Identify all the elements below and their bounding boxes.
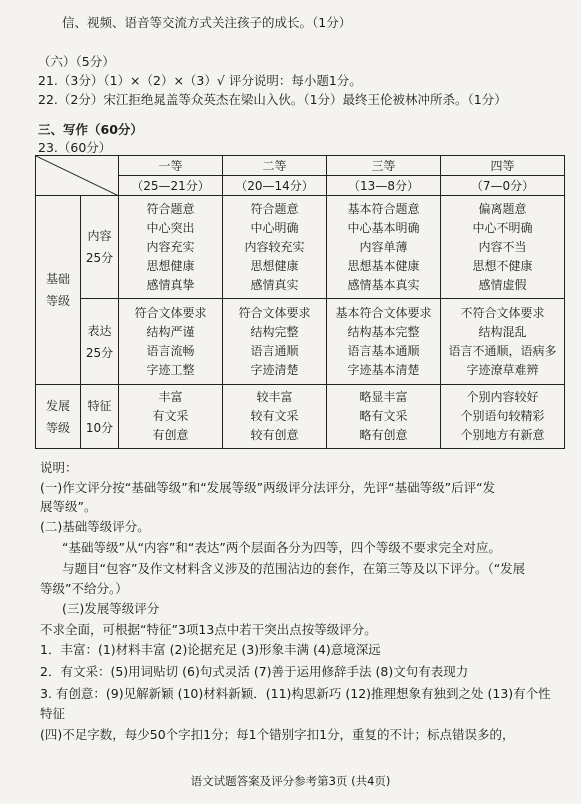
criterion: 思想健康	[250, 258, 299, 273]
feature-grade-4	[441, 385, 565, 449]
feature-grade-3	[327, 385, 441, 449]
criterion: 符合题意	[250, 201, 299, 216]
criterion: 有文采	[152, 409, 189, 423]
criterion: 感情真挚	[146, 277, 195, 292]
basic-level-label	[36, 196, 81, 385]
content-label	[81, 196, 119, 299]
criterion: 感情真实	[250, 277, 299, 292]
development-level-label-line: 发展	[45, 398, 70, 413]
grade-range-2: （20—14分）	[223, 176, 327, 196]
note-line: “基础等级”从“内容”和“表达”两个层面各分为四等，四个等级不要求完全对应。	[62, 540, 501, 555]
criterion: 结构基本完整	[347, 324, 420, 339]
criterion: 较丰富	[256, 390, 293, 404]
criterion: 中心基本明确	[347, 220, 420, 235]
content-grade-1	[119, 196, 223, 299]
criterion: 偏离题意	[478, 201, 527, 216]
criterion: 思想基本健康	[347, 258, 420, 273]
criterion: 个别地方有新意	[460, 428, 545, 442]
content-label-line: 25分	[85, 251, 114, 265]
criterion: 内容单薄	[359, 239, 408, 254]
criterion: 字迹清楚	[250, 362, 299, 377]
grade-header-1: 一等	[119, 156, 223, 176]
note-line: (一)作文评分按“基础等级”和“发展等级”两级评分法评分，先评“基础等级”后评“发	[40, 480, 496, 495]
criterion: 符合文体要求	[238, 305, 311, 320]
note-line: 3. 有创意：(9)见解新颖 (10)材料新颖．(11)构思新巧 (12)推理想象有独到之处 (13)有个性	[40, 686, 551, 701]
criterion: 感情基本真实	[347, 277, 420, 292]
criterion: 感情虚假	[478, 277, 527, 292]
feature-label-line: 10分	[85, 420, 114, 435]
criterion: 结构严谨	[146, 324, 195, 339]
expression-label-line: 表达	[87, 323, 112, 338]
criterion: 字迹潦草难辨	[466, 362, 539, 377]
grade-header-3: 三等	[327, 156, 441, 176]
criterion: 结构混乱	[478, 324, 527, 339]
criterion: 思想不健康	[472, 258, 533, 273]
feature-grade-1	[119, 385, 223, 449]
criterion: 中心不明确	[472, 220, 533, 235]
note-line: (四)不足字数，每少50个字扣1分；每1个错别字扣1分，重复的不计；标点错误多的，	[40, 727, 515, 742]
grade-range-3: （13—8分）	[327, 176, 441, 196]
diagonal-line-icon	[36, 156, 119, 196]
criterion: 符合题意	[146, 201, 195, 216]
grade-header-4: 四等	[441, 156, 565, 176]
criterion: 语言不通顺，语病多	[448, 343, 557, 358]
criterion: 符合文体要求	[134, 305, 207, 320]
criterion: 丰富	[158, 390, 183, 404]
criterion: 有创意	[152, 428, 189, 442]
expression-grade-3	[327, 299, 441, 385]
grading-table	[35, 155, 565, 449]
criterion: 个别语句较精彩	[460, 409, 545, 423]
section-3-heading: 三、写作（60分）	[38, 122, 143, 137]
note-line: 2．有文采：(5)用词贴切 (6)句式灵活 (7)善于运用修辞手法 (8)文句有表现力	[40, 664, 469, 679]
answer-line-1: 信、视频、语音等交流方式关注孩子的成长。（1分）	[62, 15, 352, 30]
criterion: 略有文采	[359, 409, 408, 423]
note-line: 等级”不给分。）	[40, 581, 128, 596]
content-label-line: 内容	[87, 229, 112, 243]
criterion: 语言流畅	[146, 343, 195, 358]
note-line: 展等级”。	[40, 499, 97, 514]
notes-heading: 说明：	[40, 460, 78, 475]
answer-21: 21.（3分）（1）×（2）×（3）√ 评分说明：每小题1分。	[38, 73, 362, 88]
feature-label-line: 特征	[87, 398, 112, 413]
content-grade-2	[223, 196, 327, 299]
criterion: 基本符合题意	[347, 201, 420, 216]
criterion: 语言基本通顺	[347, 343, 420, 358]
criterion: 较有创意	[250, 428, 299, 442]
note-line: 与题目“包容”及作文材料含义涉及的范围沾边的套作，在第三等及以下评分。（“发展	[62, 561, 526, 576]
corner-diagonal-cell	[36, 156, 119, 196]
development-level-label-line: 等级	[45, 420, 70, 435]
criterion: 内容不当	[478, 239, 527, 254]
criterion: 中心明确	[250, 220, 299, 235]
note-line: 特征	[40, 706, 66, 721]
note-line: (二)基础等级评分。	[40, 519, 150, 534]
feature-grade-2	[223, 385, 327, 449]
criterion: 结构完整	[250, 324, 299, 339]
content-grade-4	[441, 196, 565, 299]
expression-grade-2	[223, 299, 327, 385]
answer-22: 22.（2分）宋江拒绝晁盖等众英杰在梁山入伙。（1分）最终王伦被林冲所杀。（1分）	[38, 92, 507, 107]
section-6-heading: （六）（5分）	[38, 54, 115, 69]
criterion: 不符合文体要求	[460, 305, 545, 320]
note-line: 1．丰富：(1)材料丰富 (2)论据充足 (3)形象丰满 (4)意境深远	[40, 642, 381, 657]
basic-level-label-line: 等级	[45, 294, 70, 308]
criterion: 语言通顺	[250, 343, 299, 358]
criterion: 中心突出	[146, 220, 195, 235]
question-23: 23.（60分）	[38, 140, 112, 155]
criterion: 较有文采	[250, 409, 299, 423]
criterion: 个别内容较好	[466, 390, 539, 404]
content-grade-3	[327, 196, 441, 299]
expression-label	[81, 299, 119, 385]
expression-grade-1	[119, 299, 223, 385]
expression-label-line: 25分	[85, 345, 114, 360]
criterion: 略显丰富	[359, 390, 408, 404]
grade-header-2: 二等	[223, 156, 327, 176]
note-line: 不求全面，可根据“特征”3项13点中若干突出点按等级评分。	[40, 622, 377, 637]
feature-label	[81, 385, 119, 449]
criterion: 字迹工整	[146, 362, 195, 377]
note-line: (三)发展等级评分	[62, 601, 160, 616]
criterion: 字迹基本清楚	[347, 362, 420, 377]
grade-range-4: （7—0分）	[441, 176, 565, 196]
grade-range-1: （25—21分）	[119, 176, 223, 196]
criterion: 内容较充实	[244, 239, 305, 254]
criterion: 基本符合文体要求	[335, 305, 432, 320]
development-level-label	[36, 385, 81, 449]
criterion: 内容充实	[146, 239, 195, 254]
basic-level-label-line: 基础	[45, 272, 70, 286]
criterion: 略有创意	[359, 428, 408, 442]
criterion: 思想健康	[146, 258, 195, 273]
expression-grade-4	[441, 299, 565, 385]
page-footer: 语文试题答案及评分参考第3页 (共4页)	[190, 774, 391, 788]
